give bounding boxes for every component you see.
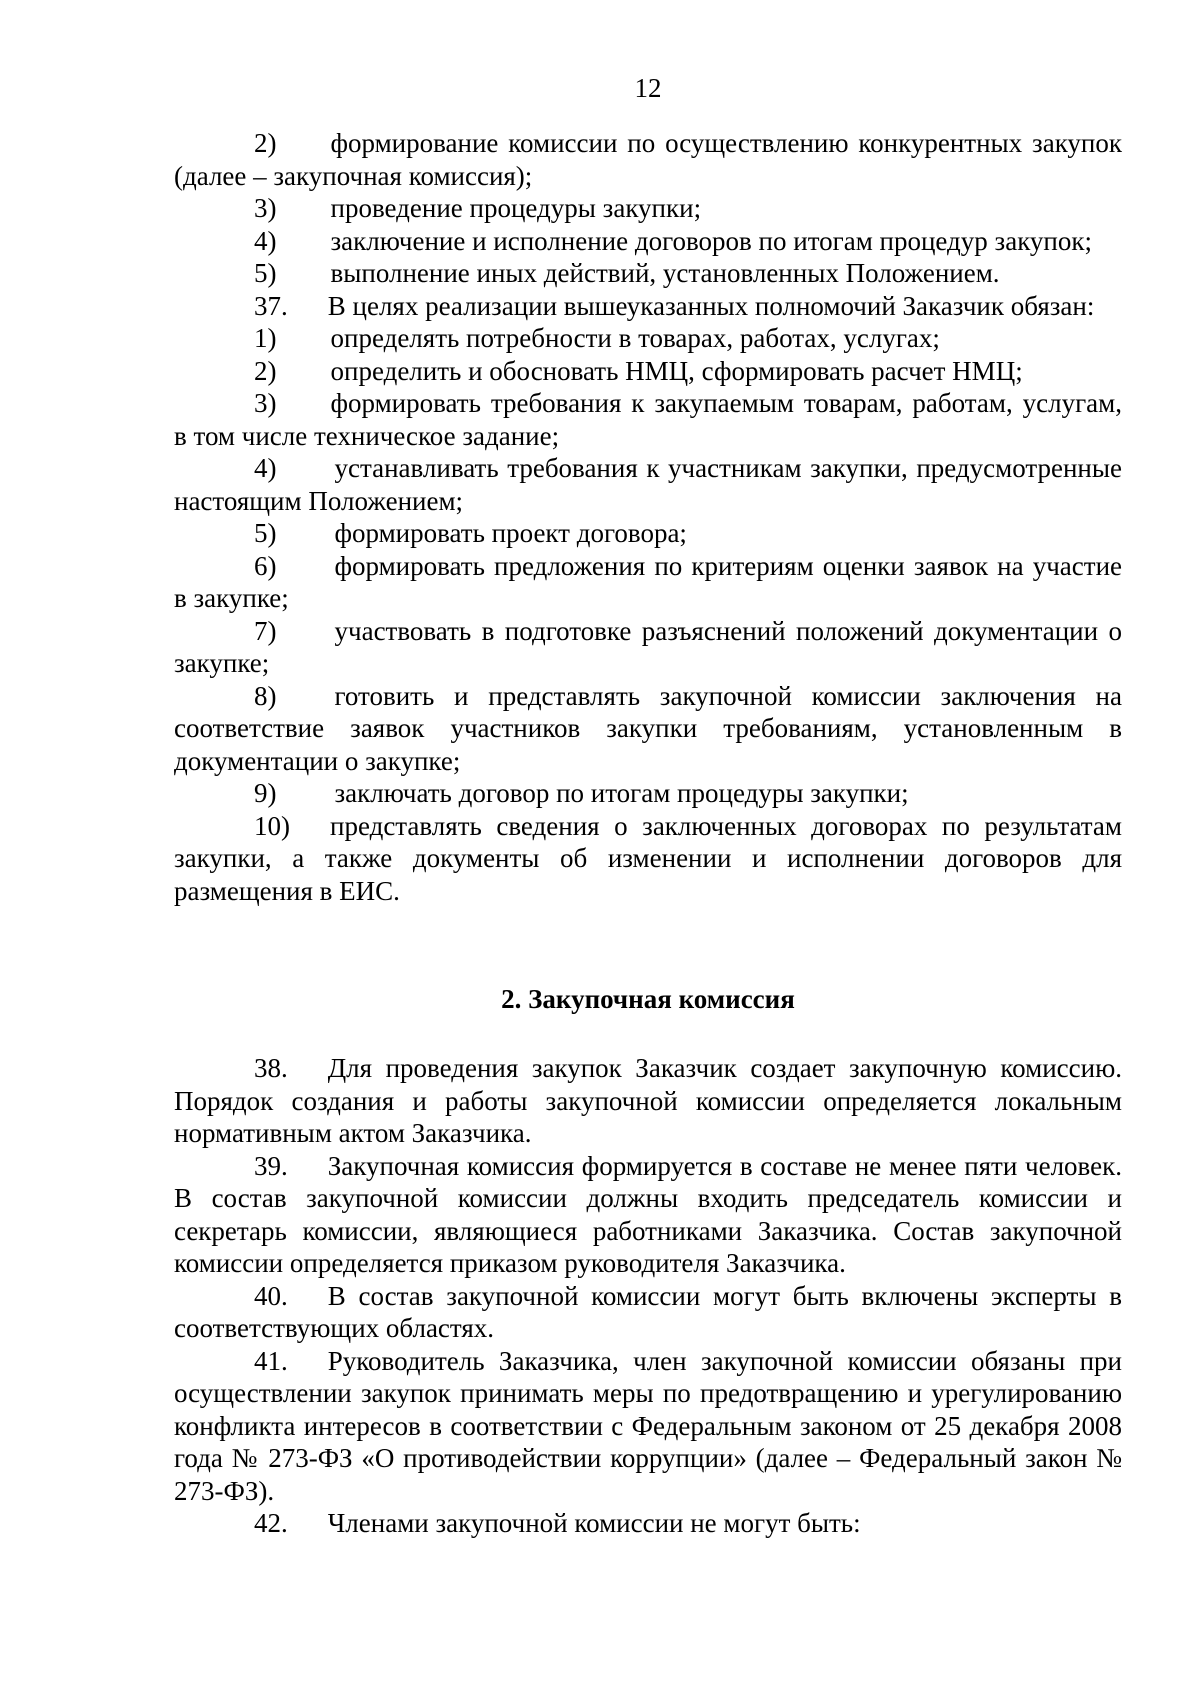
section-heading: 2. Закупочная комиссия [501, 984, 795, 1014]
paragraph-39 [174, 1150, 1122, 1280]
list-item-number: 4) [254, 225, 277, 256]
paragraph-number: 37. [254, 290, 288, 321]
list-item [174, 615, 1122, 680]
list-item [174, 452, 1122, 517]
list-item-text: определять потребности в товарах, работах, услугах; [330, 323, 940, 353]
list-item-text: устанавливать требования к участникам закупки, предусмотренные настоящим Положением; [174, 453, 1122, 516]
list-item [174, 322, 1122, 355]
list-item-text: проведение процедуры закупки; [330, 193, 702, 223]
paragraph-number: 42. [254, 1508, 288, 1538]
paragraph-number: 39. [254, 1150, 288, 1181]
list-item-number: 5) [254, 518, 277, 548]
paragraph-text: В целях реализации вышеуказанных полномочий Заказчик обязан: [327, 290, 1095, 321]
paragraph-40 [174, 1280, 1122, 1345]
list-item [174, 225, 1122, 258]
list-item-number: 3) [254, 193, 277, 223]
list-item-text: участвовать в подготовке разъяснений положений документации о закупке; [174, 615, 1122, 678]
list-item-text: выполнение иных действий, установленных Положением. [330, 258, 1000, 288]
list-item [174, 680, 1122, 778]
list-item-number: 9) [254, 778, 277, 808]
section-heading-block [174, 983, 1122, 1016]
list-item-number: 1) [254, 323, 277, 353]
list-item [174, 355, 1122, 388]
list-item [174, 192, 1122, 225]
paragraph-text: Руководитель Заказчика, член закупочной комиссии обязаны при осуществлении закупок принимать меры по предотвращению и урегулированию конфликта интересов в соответствии с Федеральным законом от 25 декабря 2008 года № 273-ФЗ «О противодействии коррупции» (далее – Федеральный закон № 273-ФЗ). [174, 1345, 1122, 1506]
page-number: 12 [634, 73, 662, 103]
list-item [174, 387, 1122, 452]
list-item-number: 5) [254, 258, 277, 288]
paragraph-number: 41. [254, 1345, 288, 1376]
list-item-text: заключение и исполнение договоров по итогам процедур закупок; [330, 225, 1092, 256]
list-item-text: определить и обосновать НМЦ, сформировать расчет НМЦ; [330, 355, 1023, 386]
powers-list-block [174, 127, 1122, 907]
paragraph-number: 38. [254, 1053, 288, 1083]
list-item [174, 777, 1122, 810]
list-item-text: формировать предложения по критериям оценки заявок на участие в закупке; [174, 550, 1122, 613]
list-item-text: заключать договор по итогам процедуры закупки; [334, 778, 909, 808]
paragraph-42 [174, 1507, 1122, 1540]
list-item [174, 127, 1122, 192]
list-item-text: формирование комиссии по осуществлению конкурентных закупок (далее – закупочная комиссия); [174, 128, 1122, 191]
list-item-number: 7) [254, 615, 277, 646]
paragraph-text: В состав закупочной комиссии могут быть включены эксперты в соответствующих областях. [174, 1280, 1122, 1343]
paragraph-38 [174, 1052, 1122, 1150]
list-item [174, 517, 1122, 550]
paragraph-number: 40. [254, 1280, 288, 1311]
list-item-number: 2) [254, 355, 277, 386]
paragraph-text: Для проведения закупок Заказчик создает закупочную комиссию. Порядок создания и работы закупочной комиссии определяется локальным нормативным актом Заказчика. [174, 1053, 1122, 1148]
paragraph-text: Членами закупочной комиссии не могут быть: [327, 1508, 861, 1538]
list-item-text: формировать требования к закупаемым товарам, работам, услугам, в том числе техническое задание; [174, 388, 1122, 451]
list-item-text: формировать проект договора; [334, 518, 687, 548]
list-item-number: 8) [254, 680, 277, 711]
list-item-text: представлять сведения о заключенных договорах по результатам закупки, а также документы об изменении и исполнении договоров для размещения в ЕИС. [174, 810, 1122, 906]
list-item [174, 550, 1122, 615]
paragraph-37 [174, 290, 1122, 323]
paragraph-text: Закупочная комиссия формируется в составе не менее пяти человек. В состав закупочной комиссии должны входить председатель комиссии и секретарь комиссии, являющиеся работниками Заказчика. Состав закупочной комиссии определяется приказом руководителя Заказчика. [174, 1150, 1122, 1278]
list-item-number: 10) [254, 810, 290, 841]
list-item-number: 2) [254, 128, 277, 158]
list-item [174, 810, 1122, 908]
list-item-number: 6) [254, 550, 277, 581]
list-item [174, 257, 1122, 290]
commission-paragraphs-block [174, 1052, 1122, 1540]
paragraph-41 [174, 1345, 1122, 1508]
list-item-text: готовить и представлять закупочной комиссии заключения на соответствие заявок участников закупки требованиям, установленным в документации о закупке; [174, 680, 1122, 776]
list-item-number: 4) [254, 453, 277, 483]
list-item-number: 3) [254, 388, 277, 418]
